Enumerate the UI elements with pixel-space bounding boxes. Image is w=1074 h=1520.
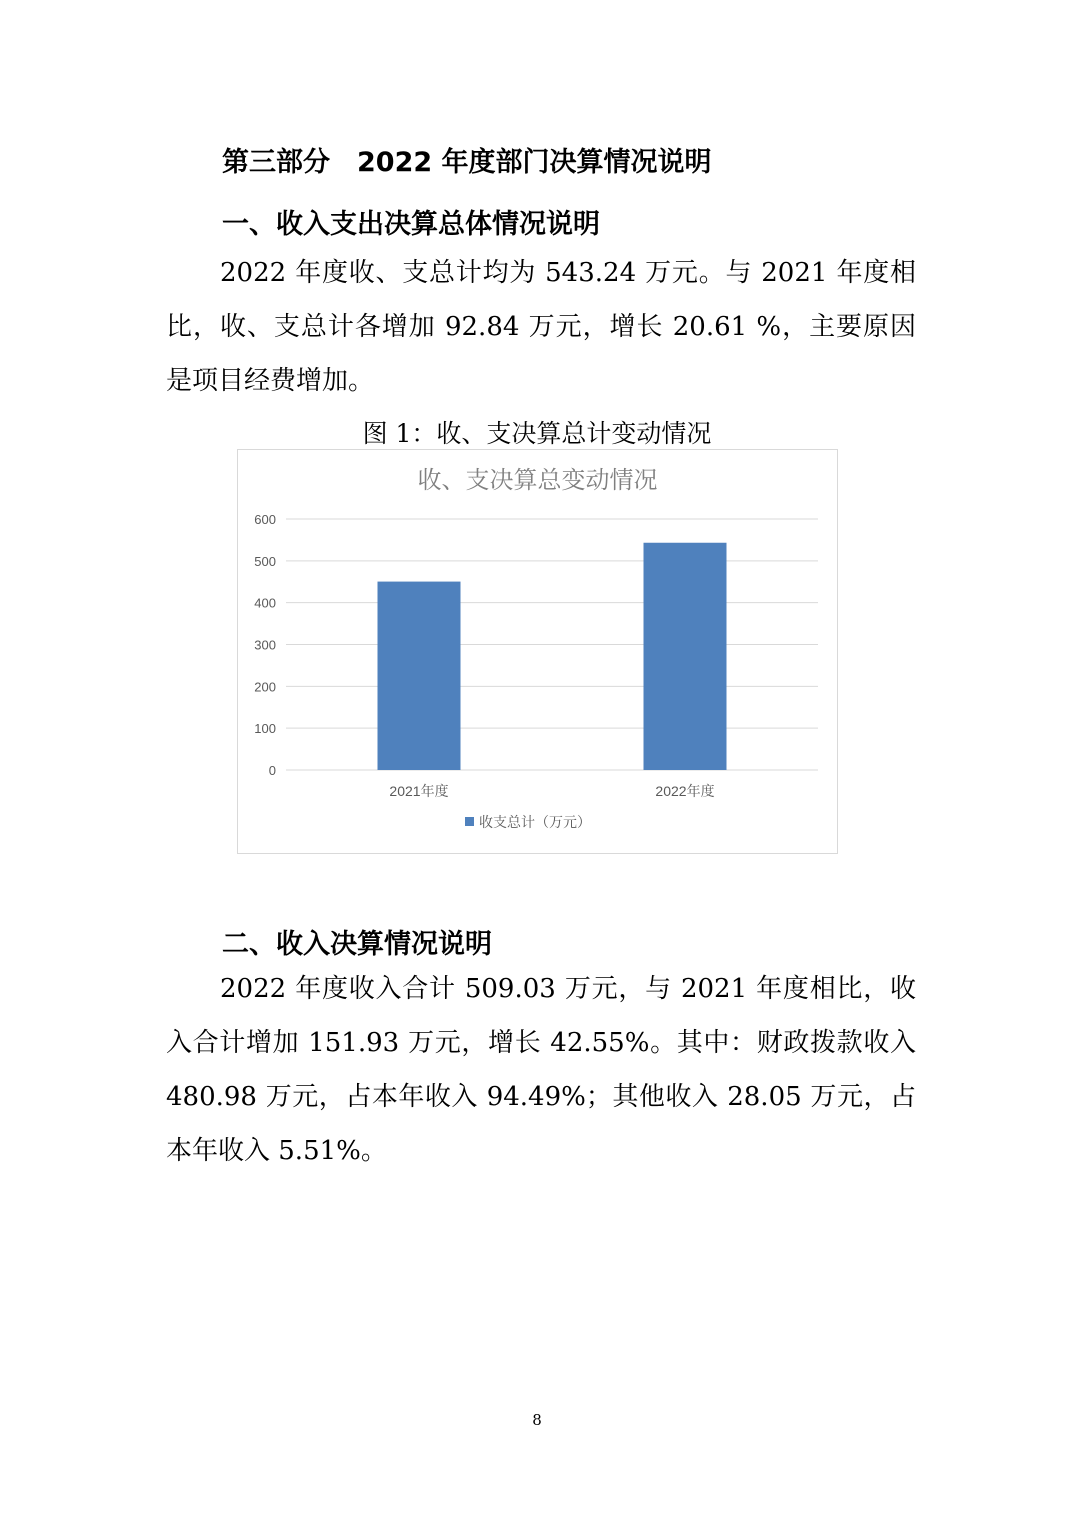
x-tick-label: 2022年度 [655,783,715,799]
y-tick-label: 200 [254,679,276,695]
y-tick-label: 0 [268,763,276,778]
section2-heading: 二、收入决算情况说明 [222,929,492,960]
y-tick-label: 300 [254,637,276,653]
page-number: 8 [532,1411,542,1429]
bar-chart [237,449,838,854]
x-tick-label: 2021年度 [389,783,449,799]
figure-caption: 图 1：收、支决算总计变动情况 [362,419,712,448]
bar [644,543,727,770]
chart-title: 收、支决算总变动情况 [417,466,658,494]
y-tick-label: 100 [254,721,276,737]
section1-paragraph: 2022 年度收、支总计均为 543.24 万元。与 2021 年度相比，收、支总计各增加 92.84 万元，增长 20.61 %，主要原因是项目经费增加。 [166,258,916,396]
y-tick-label: 400 [254,595,276,611]
legend-label: 收支总计（万元） [479,814,591,830]
part-title: 第三部分 2022 年度部门决算情况说明 [222,147,712,178]
section1-heading: 一、收入支出决算总体情况说明 [222,209,600,240]
bar [378,582,461,770]
chart-canvas [238,450,837,853]
y-tick-label: 600 [254,512,276,527]
y-tick-label: 500 [254,553,276,569]
section2-paragraph: 2022 年度收入合计 509.03 万元，与 2021 年度相比，收入合计增加 151.93 万元，增长 42.55%。其中：财政拨款收入 480.98 万元，占本年收入 94.49%；其他收入 28.05 万元，占本年收入 5.51%。 [166,974,916,1166]
legend-swatch [465,817,474,826]
